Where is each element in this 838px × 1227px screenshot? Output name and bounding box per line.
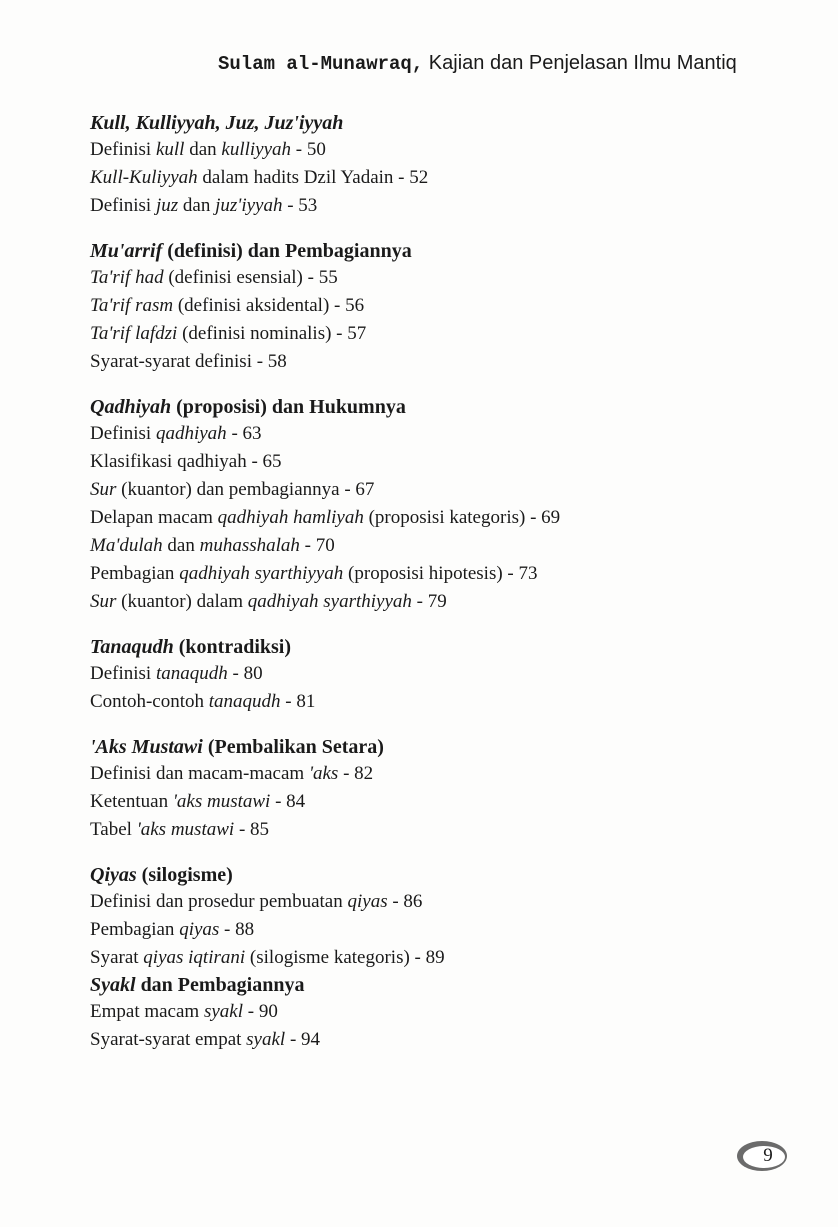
entry-text: Pembagian [90, 919, 180, 940]
heading-text: Qadhiyah [90, 396, 172, 418]
entry-text: Syarat-syarat definisi - 58 [90, 351, 287, 372]
header-subtitle: Kajian dan Penjelasan Ilmu Mantiq [423, 52, 737, 74]
entry-text: - 50 [291, 139, 326, 160]
entry-text: juz [155, 195, 179, 216]
entry-text: 'aks mustawi [136, 819, 235, 840]
entry-text: Kull-Kuliyyah [90, 167, 198, 188]
entry-text: - 94 [285, 1029, 321, 1050]
entry-text: - 53 [282, 195, 318, 216]
entry-text: kulliyyah [221, 139, 292, 160]
entry-text: syakl [246, 1029, 286, 1050]
entry-text: Syarat-syarat empat [90, 1029, 247, 1050]
entry-text: dalam hadits Dzil Yadain - 52 [197, 167, 429, 188]
entry-text: (definisi nominalis) - 57 [177, 323, 367, 344]
entry-text: Definisi [90, 663, 156, 684]
entry-text: Definisi [90, 139, 156, 160]
toc-entry [90, 164, 810, 192]
entry-text: - 88 [219, 919, 255, 940]
entry-text: qadhiyah syarthiyyah [179, 563, 344, 584]
entry-text: (silogisme kategoris) - 89 [245, 947, 445, 968]
entry-text: - 70 [299, 535, 335, 556]
table-of-contents [90, 110, 810, 1072]
entry-text: Definisi dan macam-macam [90, 763, 309, 784]
toc-entry [90, 788, 810, 816]
toc-entry [90, 1026, 810, 1054]
toc-entry [90, 944, 810, 972]
heading-text: Syakl [90, 974, 136, 996]
heading-text: Qiyas [90, 864, 137, 886]
entry-text: dan [184, 139, 222, 160]
entry-text: (kuantor) dalam [116, 591, 248, 612]
toc-entry [90, 560, 810, 588]
running-header [218, 50, 737, 75]
toc-entry [90, 532, 810, 560]
entry-text: juz'iyyah [215, 195, 283, 216]
toc-entry [90, 888, 810, 916]
entry-text: Tabel [90, 819, 137, 840]
entry-text: tanaqudh [208, 691, 281, 712]
entry-text: Sur [90, 591, 117, 612]
toc-entry [90, 998, 810, 1026]
toc-entry [90, 588, 810, 616]
heading-text: Mu'arrif [90, 240, 163, 262]
entry-text: - 82 [338, 763, 374, 784]
entry-text: muhasshalah [199, 535, 300, 556]
entry-text: - 85 [234, 819, 270, 840]
entry-text: kull [155, 139, 185, 160]
entry-text: qiyas [179, 919, 220, 940]
entry-text: Ta'rif had [90, 267, 164, 288]
header-book-title: Sulam al-Munawraq, [218, 53, 424, 75]
heading-text: dan Pembagiannya [135, 974, 305, 996]
entry-text: Pembagian [90, 563, 180, 584]
toc-section [90, 394, 810, 616]
entry-text: qadhiyah syarthiyyah [247, 591, 412, 612]
toc-entry [90, 348, 810, 376]
entry-text: qiyas [347, 891, 388, 912]
toc-section [90, 634, 810, 716]
entry-text: - 84 [270, 791, 306, 812]
heading-text: Kull, Kulliyyah, Juz, Juz'iyyah [90, 112, 344, 134]
toc-entry [90, 504, 810, 532]
toc-section [90, 862, 810, 972]
toc-entry [90, 292, 810, 320]
toc-entry [90, 192, 810, 220]
entry-text: syakl [203, 1001, 244, 1022]
toc-entry [90, 916, 810, 944]
entry-text: Definisi [90, 423, 156, 444]
toc-section [90, 972, 810, 1054]
entry-text: dan [162, 535, 200, 556]
entry-text: Syarat [90, 947, 144, 968]
entry-text: Ta'rif lafdzi [90, 323, 178, 344]
toc-entry [90, 264, 810, 292]
heading-text: (proposisi) dan Hukumnya [171, 396, 406, 418]
entry-text: Ketentuan [90, 791, 173, 812]
heading-text: (Pembalikan Setara) [202, 736, 384, 758]
entry-text: Contoh-contoh [90, 691, 209, 712]
entry-text: (kuantor) dan pembagiannya - 67 [116, 479, 375, 500]
entry-text: Ta'rif rasm [90, 295, 174, 316]
section-heading [90, 394, 810, 420]
toc-entry [90, 420, 810, 448]
entry-text: tanaqudh [155, 663, 228, 684]
toc-entry [90, 320, 810, 348]
entry-text: Definisi [90, 195, 156, 216]
heading-text: Tanaqudh [90, 636, 174, 658]
entry-text: Empat macam [90, 1001, 204, 1022]
section-heading [90, 238, 810, 264]
entry-text: - 86 [387, 891, 423, 912]
entry-text: (definisi esensial) - 55 [163, 267, 338, 288]
heading-text: (silogisme) [136, 864, 233, 886]
entry-text: - 63 [226, 423, 262, 444]
entry-text: Delapan macam [90, 507, 218, 528]
entry-text: qiyas iqtirani [143, 947, 246, 968]
page-number: 9 [763, 1145, 773, 1166]
heading-text: (definisi) dan Pembagiannya [162, 240, 412, 262]
toc-entry [90, 688, 810, 716]
entry-text: - 81 [280, 691, 316, 712]
section-heading [90, 972, 810, 998]
entry-text: (proposisi kategoris) - 69 [363, 507, 561, 528]
entry-text: 'aks mustawi [172, 791, 271, 812]
entry-text: qadhiyah [155, 423, 227, 444]
entry-text: (proposisi hipotesis) - 73 [343, 563, 538, 584]
entry-text: - 80 [227, 663, 263, 684]
toc-entry [90, 660, 810, 688]
toc-entry [90, 448, 810, 476]
section-heading [90, 734, 810, 760]
toc-entry [90, 476, 810, 504]
entry-text: dan [178, 195, 216, 216]
toc-section [90, 734, 810, 844]
entry-text: 'aks [308, 763, 339, 784]
entry-text: Definisi dan prosedur pembuatan [90, 891, 348, 912]
entry-text: Ma'dulah [90, 535, 163, 556]
toc-entry [90, 136, 810, 164]
section-heading [90, 634, 810, 660]
entry-text: qadhiyah hamliyah [217, 507, 364, 528]
heading-text: 'Aks Mustawi [90, 736, 203, 758]
toc-entry [90, 816, 810, 844]
entry-text: (definisi aksidental) - 56 [173, 295, 365, 316]
toc-section [90, 238, 810, 376]
entry-text: Sur [90, 479, 117, 500]
toc-section [90, 110, 810, 220]
heading-text: (kontradiksi) [173, 636, 291, 658]
entry-text: Klasifikasi qadhiyah - 65 [90, 451, 282, 472]
entry-text: - 90 [243, 1001, 278, 1022]
entry-text: - 79 [411, 591, 447, 612]
toc-entry [90, 760, 810, 788]
section-heading [90, 110, 810, 136]
section-heading [90, 862, 810, 888]
